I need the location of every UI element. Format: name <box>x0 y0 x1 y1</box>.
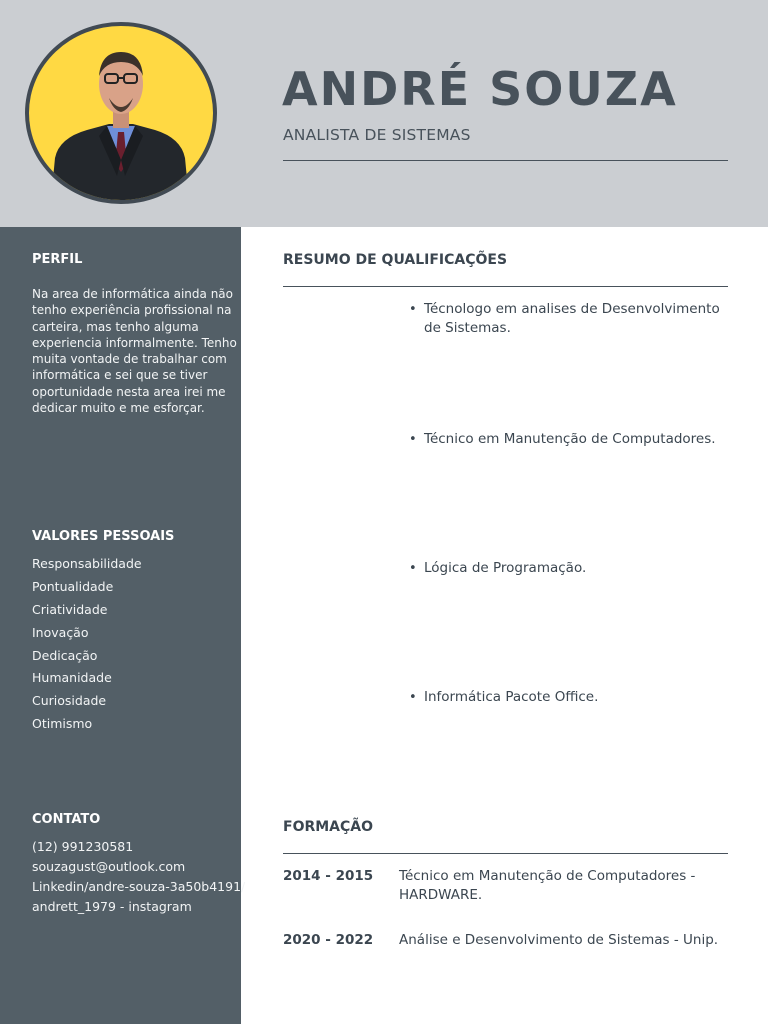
qualification-text: Técnico em Manutenção de Computadores. <box>424 431 716 447</box>
profile-text: Na area de informática ainda não tenho experiência profissional na carteira, mas tenho alguma experiencia informalmente. Tenho muita vontade de trabalhar com informática e sei que se tiver oportunidade nesta area irei me dedicar muito e me esforçar. <box>32 287 237 416</box>
candidate-name: ANDRÉ SOUZA <box>282 62 678 116</box>
profile-heading: PERFIL <box>32 252 83 267</box>
person-portrait-icon <box>29 26 213 200</box>
resume-header <box>0 0 768 227</box>
values-list <box>32 555 142 738</box>
header-divider <box>283 160 728 161</box>
education-years: 2014 - 2015 <box>283 868 374 884</box>
qualifications-heading: RESUMO DE QUALIFICAÇÕES <box>283 252 508 268</box>
contact-linkedin: Linkedin/andre-souza-3a50b4191/ <box>32 879 246 895</box>
contact-phone: (12) 991230581 <box>32 839 134 854</box>
qualification-item <box>409 300 729 338</box>
sidebar <box>0 227 246 1024</box>
values-heading: VALORES PESSOAIS <box>32 529 175 544</box>
qualifications-divider <box>283 286 728 287</box>
qualification-item <box>409 559 729 578</box>
qualification-item <box>409 688 729 707</box>
education-heading: FORMAÇÃO <box>283 819 374 835</box>
value-item: Otimismo <box>32 716 93 732</box>
education-years: 2020 - 2022 <box>283 932 374 948</box>
bullet-icon: • <box>409 432 417 447</box>
value-item: Responsabilidade <box>32 556 142 571</box>
education-divider <box>283 853 728 854</box>
value-item: Dedicação <box>32 647 98 663</box>
qualification-item <box>409 430 729 449</box>
bullet-icon: • <box>409 561 417 576</box>
value-item: Humanidade <box>32 670 112 686</box>
contact-instagram: andrett_1979 - instagram <box>32 899 192 915</box>
contact-heading: CONTATO <box>32 812 101 827</box>
candidate-role: ANALISTA DE SISTEMAS <box>283 126 471 144</box>
education-description: Técnico em Manutenção de Computadores - HARDWARE. <box>399 868 696 903</box>
education-description: Análise e Desenvolvimento de Sistemas - Unip. <box>399 932 719 948</box>
qualification-text: Lógica de Programação. <box>424 560 587 576</box>
value-item: Curiosidade <box>32 693 107 709</box>
bullet-icon: • <box>409 302 417 317</box>
value-item: Pontualidade <box>32 578 114 594</box>
value-item: Inovação <box>32 624 89 640</box>
qualification-text: Técnologo em analises de Desenvolvimento de Sistemas. <box>424 301 720 336</box>
profile-photo <box>25 22 217 204</box>
qualification-text: Informática Pacote Office. <box>424 689 599 705</box>
contact-list <box>32 838 245 918</box>
contact-email: souzagust@outlook.com <box>32 859 186 875</box>
bullet-icon: • <box>409 690 417 705</box>
value-item: Criatividade <box>32 601 108 617</box>
